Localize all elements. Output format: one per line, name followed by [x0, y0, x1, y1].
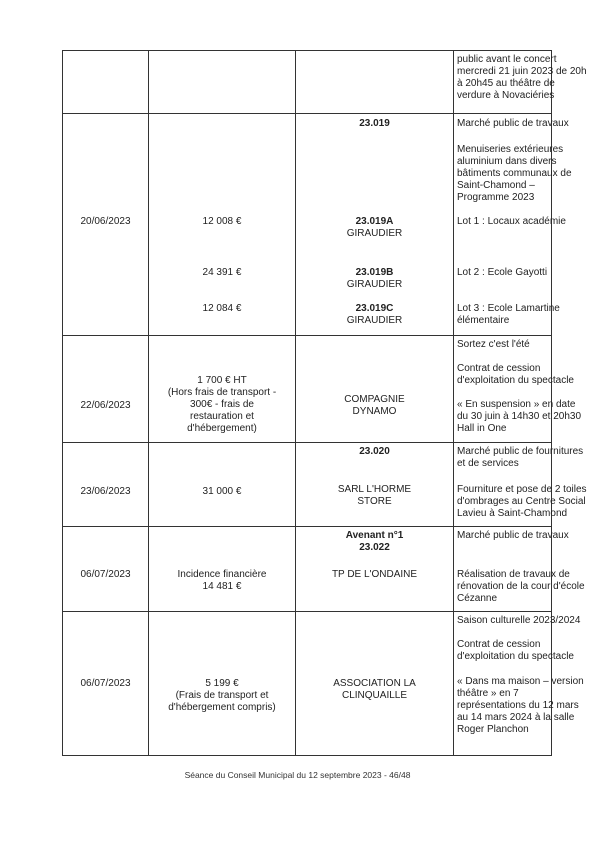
- date: 22/06/2023: [80, 400, 131, 411]
- date-cell: [63, 114, 149, 336]
- supplier-name: CLINQUAILLE: [341, 690, 408, 701]
- reference-number: 23.019A: [355, 216, 394, 227]
- description-line: représentations du 12 mars: [457, 700, 579, 711]
- amount-line: 1 700 € HT: [197, 375, 247, 386]
- description-line: du 30 juin à 14h30 et 20h30: [457, 411, 581, 422]
- date-cell: [63, 612, 149, 756]
- reference-number: 23.019: [359, 118, 390, 129]
- table-row: [63, 336, 552, 443]
- date: 23/06/2023: [80, 486, 131, 497]
- reference-number: 23.019B: [355, 267, 394, 278]
- description-cell: [454, 527, 585, 612]
- description-line: Marché public de fournitures: [457, 446, 584, 457]
- description-line: Lot 1 : Locaux académie: [457, 216, 566, 227]
- reference-cell: [296, 443, 454, 527]
- description-line: Lavieu à Saint-Chamond: [457, 508, 568, 519]
- date-cell: [63, 336, 149, 443]
- reference-cell: [296, 114, 454, 336]
- supplier-name: GIRAUDIER: [346, 279, 403, 290]
- description-line: verdure à Novaciéries: [457, 90, 555, 101]
- supplier-name: GIRAUDIER: [346, 315, 403, 326]
- description-line: au 14 mars 2024 à la salle: [457, 712, 575, 723]
- description-cell: [454, 612, 584, 756]
- amount-cell: [149, 114, 296, 336]
- description-cell: [454, 114, 572, 336]
- description-line: aluminium dans divers: [457, 156, 557, 167]
- date: 06/07/2023: [80, 678, 131, 689]
- description-line: Réalisation de travaux de: [457, 569, 570, 580]
- table-row: [63, 527, 552, 612]
- description-line: Saison culturelle 2023/2024: [457, 615, 581, 626]
- description-line: Lot 2 : Ecole Gayotti: [457, 267, 548, 278]
- description-line: d'exploitation du spectacle: [457, 651, 574, 662]
- description-line: élémentaire: [457, 315, 510, 326]
- table-row: [63, 114, 552, 336]
- amount-line: (Frais de transport et: [175, 690, 269, 701]
- reference-number: 23.022: [359, 542, 390, 553]
- date-cell: [63, 51, 149, 114]
- description-line: rénovation de la cour d'école: [457, 581, 585, 592]
- description-line: « Dans ma maison – version: [457, 676, 584, 687]
- page-footer: Séance du Conseil Municipal du 12 septembre 2023 - 46/48: [184, 770, 411, 780]
- description-cell: [454, 51, 587, 114]
- description-line: bâtiments communaux de: [457, 168, 572, 179]
- description-line: Lot 3 : Ecole Lamartine: [457, 303, 560, 314]
- amount-line: Incidence financière: [177, 569, 267, 580]
- amount-cell: [149, 527, 296, 612]
- description-line: Marché public de travaux: [457, 530, 569, 541]
- description-line: public avant le concert: [457, 54, 557, 65]
- supplier-name: DYNAMO: [352, 406, 397, 417]
- amount-cell: [149, 51, 296, 114]
- table-row: [63, 51, 552, 114]
- amount-cell: [149, 336, 296, 443]
- description-line: Saint-Chamond –: [457, 180, 535, 191]
- description-cell: [454, 336, 581, 443]
- reference-cell: [296, 51, 454, 114]
- description-line: Contrat de cession: [457, 363, 541, 374]
- description-line: mercredi 21 juin 2023 de 20h: [457, 66, 587, 77]
- description-line: Contrat de cession: [457, 639, 541, 650]
- description-line: Menuiseries extérieures: [457, 144, 564, 155]
- amount-line: 12 008 €: [202, 216, 242, 227]
- amount-line: 31 000 €: [202, 486, 242, 497]
- description-line: d'exploitation du spectacle: [457, 375, 574, 386]
- supplier-name: GIRAUDIER: [346, 228, 403, 239]
- description-line: Sortez c'est l'été: [457, 339, 530, 350]
- description-line: Programme 2023: [457, 192, 535, 203]
- reference-cell: [296, 336, 454, 443]
- amount-line: 24 391 €: [202, 267, 242, 278]
- date: 06/07/2023: [80, 569, 131, 580]
- description-line: Cézanne: [457, 593, 498, 604]
- amount-line: d'hébergement): [187, 423, 257, 434]
- amount-line: restauration et: [190, 411, 254, 422]
- reference-cell: [296, 612, 454, 756]
- description-line: d'ombrages au Centre Social: [457, 496, 586, 507]
- reference-number: 23.019C: [355, 303, 394, 314]
- date: 20/06/2023: [80, 216, 131, 227]
- description-line: Fourniture et pose de 2 toiles: [457, 484, 587, 495]
- date-cell: [63, 527, 149, 612]
- amount-cell: [149, 443, 296, 527]
- amount-line: (Hors frais de transport -: [167, 387, 277, 398]
- supplier-name: SARL L'HORME: [337, 484, 412, 495]
- reference-number: Avenant n°1: [345, 530, 404, 541]
- amount-line: 5 199 €: [205, 678, 239, 689]
- date-cell: [63, 443, 149, 527]
- description-line: à 20h45 au théâtre de: [457, 78, 555, 89]
- description-line: Hall in One: [457, 423, 507, 434]
- amount-line: d'hébergement compris): [168, 702, 276, 713]
- description-cell: [454, 443, 587, 527]
- table-row: [63, 443, 552, 527]
- amount-line: 12 084 €: [202, 303, 242, 314]
- amount-cell: [149, 612, 296, 756]
- supplier-name: COMPAGNIE: [344, 394, 405, 405]
- reference-cell: [296, 527, 454, 612]
- reference-number: 23.020: [359, 446, 390, 457]
- description-line: « En suspension » en date: [457, 399, 576, 410]
- supplier-name: TP DE L'ONDAINE: [331, 569, 418, 580]
- amount-line: 300€ - frais de: [190, 399, 254, 410]
- description-line: Marché public de travaux: [457, 118, 569, 129]
- supplier-name: ASSOCIATION LA: [333, 678, 416, 689]
- supplier-name: STORE: [357, 496, 392, 507]
- description-line: et de services: [457, 458, 519, 469]
- description-line: théâtre » en 7: [457, 688, 519, 699]
- table-row: [63, 612, 552, 756]
- amount-line: 14 481 €: [202, 581, 242, 592]
- description-line: Roger Planchon: [457, 724, 529, 735]
- decisions-table: [62, 50, 587, 756]
